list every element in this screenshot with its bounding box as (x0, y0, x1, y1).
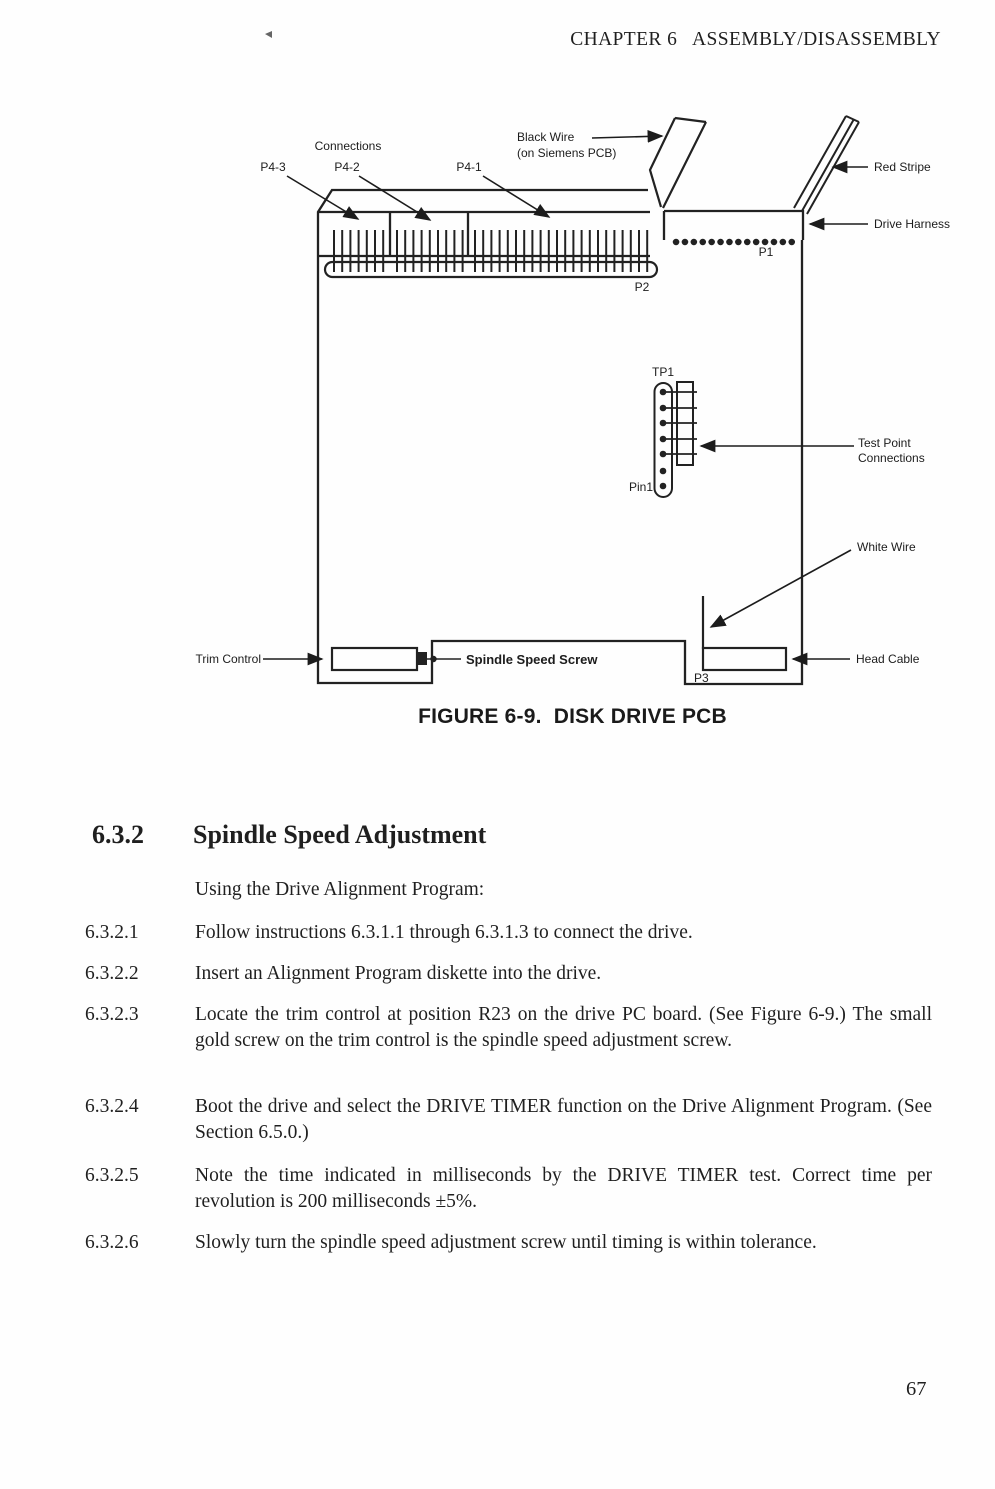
p2-label: P2 (634, 280, 650, 294)
section-title: Spindle Speed Adjustment (193, 820, 487, 849)
spindle-speed-screw-label: Spindle Speed Screw (466, 652, 598, 667)
scan-artifact (265, 31, 272, 38)
pcb-outline (318, 190, 802, 684)
step-text: Insert an Alignment Program diskette into the drive. (195, 963, 602, 984)
step-text: Boot the drive and select the DRIVE TIMER function on the Drive Alignment Program. (See Section 6.5.0.) (195, 1096, 932, 1143)
page-number: 67 (906, 1378, 927, 1400)
head-cable-label: Head Cable (856, 652, 920, 666)
p3-label: P3 (694, 671, 709, 685)
drive-harness-label: Drive Harness (874, 217, 951, 231)
drive-harness-connector (664, 211, 803, 242)
head-cable-connector (703, 648, 786, 670)
step-number: 6.3.2.4 (85, 1096, 139, 1117)
black-wire-arrow (592, 136, 662, 138)
tp1-test-points (655, 382, 698, 497)
pin1-label: Pin1 (628, 480, 654, 494)
leader-arrows (263, 136, 868, 659)
test-point-label-line1: Test Point (858, 436, 911, 450)
step-text: Slowly turn the spindle speed adjustment screw until timing is within tolerance. (195, 1232, 817, 1253)
p4-2-arrow (359, 176, 430, 220)
p4-3-label: P4-3 (260, 160, 286, 174)
step-number: 6.3.2.5 (85, 1165, 139, 1186)
connections-label: Connections (314, 139, 382, 153)
test-point-label-line2: Connections (858, 451, 925, 465)
tp1-label: TP1 (651, 365, 675, 379)
chapter-header: CHAPTER 6 ASSEMBLY/DISASSEMBLY (570, 29, 941, 50)
figure-6-9-diagram (150, 100, 995, 720)
step-number: 6.3.2.3 (85, 1004, 139, 1025)
black-wire-label-line1: Black Wire (517, 130, 575, 144)
p4-1-label: P4-1 (456, 160, 482, 174)
step-text: Locate the trim control at position R23 on the drive PC board. (See Figure 6-9.) The small gold screw on the trim control is the spindle speed adjustment screw. (195, 1004, 932, 1051)
black-wire-cable (650, 118, 706, 208)
figure-caption: FIGURE 6-9. DISK DRIVE PCB (418, 705, 727, 728)
white-wire-arrow (711, 550, 851, 627)
section-intro: Using the Drive Alignment Program: (195, 879, 485, 900)
p4-2-label: P4-2 (334, 160, 360, 174)
step-number: 6.3.2.6 (85, 1232, 139, 1253)
step-number: 6.3.2.1 (85, 922, 139, 943)
black-wire-label-line2: (on Siemens PCB) (517, 146, 617, 160)
trim-control-label: Trim Control (195, 652, 261, 666)
section-number: 6.3.2 (92, 820, 144, 849)
red-stripe-cable (794, 116, 859, 214)
spindle-speed-screw-part (417, 652, 427, 665)
step-text: Follow instructions 6.3.1.1 through 6.3.1.3 to connect the drive. (195, 922, 693, 943)
step-number: 6.3.2.2 (85, 963, 139, 984)
p1-label: P1 (758, 245, 774, 259)
trim-control-part (332, 648, 461, 670)
white-wire-label: White Wire (857, 540, 916, 554)
step-text: Note the time indicated in milliseconds by the DRIVE TIMER test. Correct time per revolution is 200 milliseconds ±5%. (195, 1165, 932, 1212)
red-stripe-label: Red Stripe (874, 160, 931, 174)
